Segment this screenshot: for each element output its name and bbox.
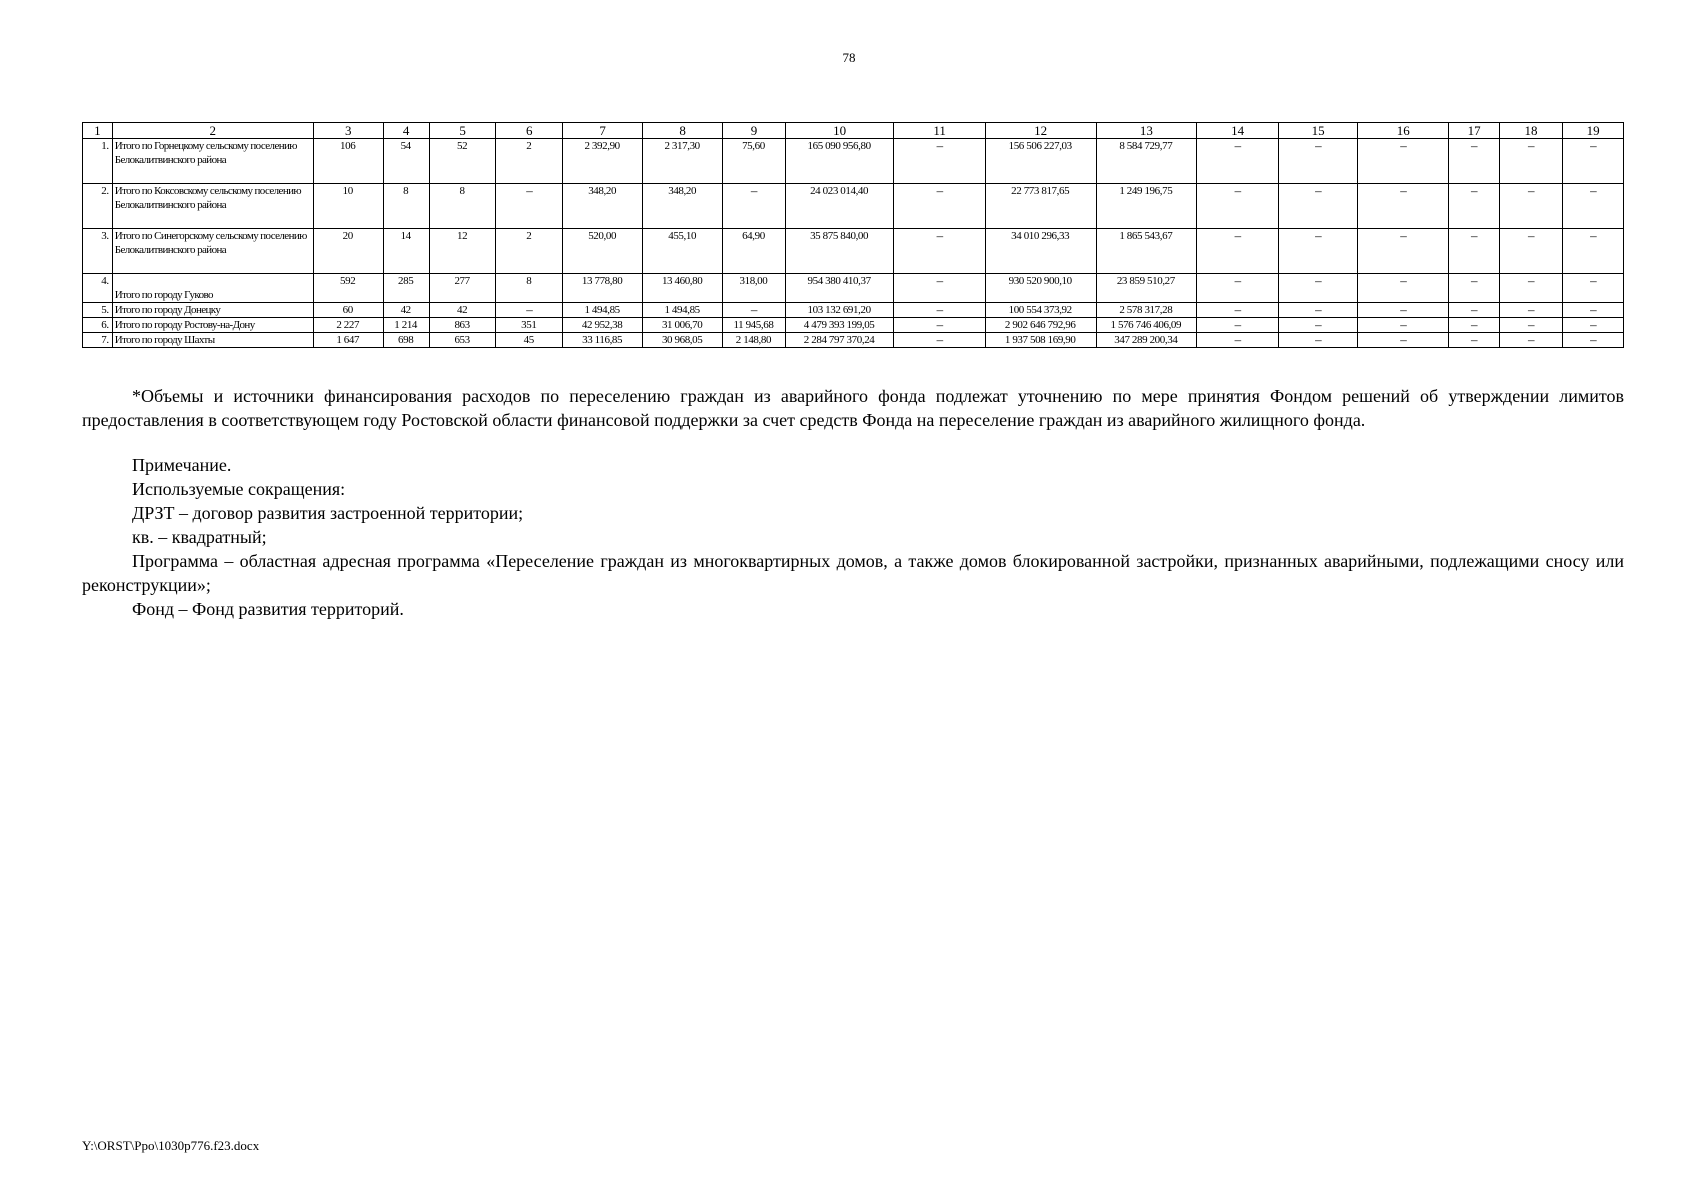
table-cell: – — [1279, 333, 1358, 348]
table-cell: – — [894, 139, 985, 184]
table-cell: 1 576 746 406,09 — [1096, 318, 1197, 333]
table-cell: 8 — [429, 184, 496, 229]
table-row — [83, 274, 1624, 303]
table-cell: – — [1279, 139, 1358, 184]
table-cell: 23 859 510,27 — [1096, 274, 1197, 303]
table-cell: 22 773 817,65 — [985, 184, 1096, 229]
table-cell: – — [894, 229, 985, 274]
table-cell: 930 520 900,10 — [985, 274, 1096, 303]
col-header: 17 — [1449, 123, 1499, 139]
table-cell: – — [1358, 184, 1449, 229]
row-number: 2. — [83, 184, 113, 229]
col-header: 5 — [429, 123, 496, 139]
footnote — [82, 384, 1624, 432]
col-header: 10 — [785, 123, 894, 139]
table-cell: – — [1358, 303, 1449, 318]
table-cell: – — [1358, 229, 1449, 274]
table-cell: – — [1358, 139, 1449, 184]
table-cell: 8 — [383, 184, 429, 229]
table-cell: – — [894, 184, 985, 229]
table-cell: 2 148,80 — [723, 333, 786, 348]
col-header: 18 — [1499, 123, 1563, 139]
col-header: 16 — [1358, 123, 1449, 139]
footer-file-path: Y:\ORST\Ppo\1030p776.f23.docx — [82, 1138, 260, 1153]
col-header: 3 — [313, 123, 383, 139]
col-header: 6 — [496, 123, 563, 139]
table-row — [83, 333, 1624, 348]
table-cell: – — [1197, 333, 1279, 348]
table-cell: – — [1197, 274, 1279, 303]
col-header: 12 — [985, 123, 1096, 139]
table-cell: – — [1499, 139, 1563, 184]
note-line: Используемые сокращения: — [132, 479, 346, 499]
table-cell: – — [1197, 184, 1279, 229]
table-cell: 35 875 840,00 — [785, 229, 894, 274]
table-cell: 24 023 014,40 — [785, 184, 894, 229]
table-cell: – — [1279, 229, 1358, 274]
col-header: 2 — [112, 123, 313, 139]
table-cell: 2 578 317,28 — [1096, 303, 1197, 318]
table-cell: 318,00 — [723, 274, 786, 303]
row-number: 5. — [83, 303, 113, 318]
table-cell: 1 494,85 — [563, 303, 643, 318]
table-cell: – — [1358, 333, 1449, 348]
table-cell: 20 — [313, 229, 383, 274]
table-cell: – — [1449, 333, 1499, 348]
table-cell: – — [1358, 318, 1449, 333]
table-cell: 106 — [313, 139, 383, 184]
note-line: Фонд – Фонд развития территорий. — [132, 599, 404, 619]
table-cell: 2 317,30 — [643, 139, 723, 184]
table-cell: – — [496, 184, 563, 229]
table-cell: 10 — [313, 184, 383, 229]
table-cell: – — [1563, 333, 1624, 348]
table-cell: 52 — [429, 139, 496, 184]
row-number: 3. — [83, 229, 113, 274]
table-cell: – — [894, 333, 985, 348]
col-header: 11 — [894, 123, 985, 139]
table-cell: – — [1563, 303, 1624, 318]
note-title: Примечание. — [132, 455, 232, 475]
note-line: ДРЗТ – договор развития застроенной территории; — [132, 503, 524, 523]
row-name: Итого по Горнецкому сельскому поселению Белокалитвинского района — [112, 139, 313, 184]
table-cell: 31 006,70 — [643, 318, 723, 333]
table-cell: 1 249 196,75 — [1096, 184, 1197, 229]
table-cell: – — [894, 318, 985, 333]
row-name: Итого по городу Донецку — [112, 303, 313, 318]
table-cell: 347 289 200,34 — [1096, 333, 1197, 348]
table-cell: 14 — [383, 229, 429, 274]
table-cell: 54 — [383, 139, 429, 184]
table-cell: – — [1279, 318, 1358, 333]
table-cell: 42 — [383, 303, 429, 318]
table-cell: 455,10 — [643, 229, 723, 274]
notes-block — [82, 453, 1624, 621]
table-cell: 653 — [429, 333, 496, 348]
table-cell: – — [1449, 318, 1499, 333]
table-cell: 348,20 — [643, 184, 723, 229]
col-header: 13 — [1096, 123, 1197, 139]
table-cell: 2 284 797 370,24 — [785, 333, 894, 348]
table-cell: – — [1197, 139, 1279, 184]
table-row — [83, 184, 1624, 229]
table-cell: 351 — [496, 318, 563, 333]
col-header: 19 — [1563, 123, 1624, 139]
table-cell: – — [1449, 303, 1499, 318]
table-cell: 42 952,38 — [563, 318, 643, 333]
table-cell: 1 865 543,67 — [1096, 229, 1197, 274]
table-cell: – — [723, 184, 786, 229]
table-cell: 60 — [313, 303, 383, 318]
table-cell: – — [894, 274, 985, 303]
table-cell: – — [1499, 274, 1563, 303]
table-cell: 13 778,80 — [563, 274, 643, 303]
financing-table — [82, 122, 1624, 348]
table-cell: – — [1563, 274, 1624, 303]
row-name: Итого по городу Гуково — [112, 274, 313, 303]
table-cell: – — [1197, 318, 1279, 333]
table-cell: 592 — [313, 274, 383, 303]
table-cell: 42 — [429, 303, 496, 318]
table-cell: – — [496, 303, 563, 318]
table-cell: 12 — [429, 229, 496, 274]
col-header: 7 — [563, 123, 643, 139]
col-header: 9 — [723, 123, 786, 139]
col-header: 4 — [383, 123, 429, 139]
table-cell: – — [1279, 184, 1358, 229]
table-cell: 75,60 — [723, 139, 786, 184]
table-cell: – — [1279, 303, 1358, 318]
table-cell: – — [723, 303, 786, 318]
table-cell: 2 — [496, 229, 563, 274]
page-number: 78 — [842, 50, 856, 65]
table-cell: 64,90 — [723, 229, 786, 274]
table-cell: 4 479 393 199,05 — [785, 318, 894, 333]
table-cell: 8 — [496, 274, 563, 303]
table-cell: 520,00 — [563, 229, 643, 274]
row-number: 4. — [83, 274, 113, 303]
table-cell: 165 090 956,80 — [785, 139, 894, 184]
row-name: Итого по городу Шахты — [112, 333, 313, 348]
table-cell: – — [1563, 139, 1624, 184]
table-cell: – — [1499, 318, 1563, 333]
table-cell: 100 554 373,92 — [985, 303, 1096, 318]
col-header: 1 — [83, 123, 113, 139]
table-cell: 2 — [496, 139, 563, 184]
table-cell: 698 — [383, 333, 429, 348]
table-cell: 34 010 296,33 — [985, 229, 1096, 274]
table-cell: – — [1499, 303, 1563, 318]
table-cell: – — [1358, 274, 1449, 303]
col-header: 14 — [1197, 123, 1279, 139]
table-cell: 954 380 410,37 — [785, 274, 894, 303]
table-row — [83, 303, 1624, 318]
table-cell: – — [1499, 184, 1563, 229]
row-number: 1. — [83, 139, 113, 184]
row-name: Итого по городу Ростову-на-Дону — [112, 318, 313, 333]
table-cell: – — [1279, 274, 1358, 303]
table-cell: 2 392,90 — [563, 139, 643, 184]
header-row — [83, 123, 1624, 139]
row-name: Итого по Синегорскому сельскому поселению Белокалитвинского района — [112, 229, 313, 274]
table-cell: 156 506 227,03 — [985, 139, 1096, 184]
table-cell: – — [1563, 184, 1624, 229]
row-number: 7. — [83, 333, 113, 348]
table-cell: 13 460,80 — [643, 274, 723, 303]
table-cell: – — [1449, 139, 1499, 184]
table-cell: 1 937 508 169,90 — [985, 333, 1096, 348]
table-cell: 2 227 — [313, 318, 383, 333]
table-cell: – — [1197, 303, 1279, 318]
table-cell: – — [894, 303, 985, 318]
table-cell: 348,20 — [563, 184, 643, 229]
col-header: 8 — [643, 123, 723, 139]
table-cell: – — [1563, 318, 1624, 333]
note-line: кв. – квадратный; — [132, 527, 267, 547]
table-cell: 1 494,85 — [643, 303, 723, 318]
table-cell: 1 214 — [383, 318, 429, 333]
table-cell: – — [1449, 184, 1499, 229]
table-cell: 863 — [429, 318, 496, 333]
table-cell: 277 — [429, 274, 496, 303]
table-cell: 30 968,05 — [643, 333, 723, 348]
table-cell: – — [1499, 333, 1563, 348]
table-cell: 1 647 — [313, 333, 383, 348]
table-cell: 285 — [383, 274, 429, 303]
table-cell: 33 116,85 — [563, 333, 643, 348]
table-cell: – — [1563, 229, 1624, 274]
table-row — [83, 139, 1624, 184]
row-name: Итого по Коксовскому сельскому поселению Белокалитвинского района — [112, 184, 313, 229]
table-cell: – — [1449, 229, 1499, 274]
row-number: 6. — [83, 318, 113, 333]
table-cell: – — [1499, 229, 1563, 274]
table-cell: 103 132 691,20 — [785, 303, 894, 318]
table-row — [83, 318, 1624, 333]
table-cell: – — [1197, 229, 1279, 274]
footnote-text: *Объемы и источники финансирования расходов по переселению граждан из аварийного фонда подлежат уточнению по мере принятия Фондом решений об утверждении лимитов предоставления в соответствующем году Ростовской области финансовой поддержки за счет средств Фонда на переселение граждан из аварийного жилищного фонда. — [82, 386, 1624, 430]
table-cell: 45 — [496, 333, 563, 348]
table-cell: 2 902 646 792,96 — [985, 318, 1096, 333]
table-cell: 8 584 729,77 — [1096, 139, 1197, 184]
table-row — [83, 229, 1624, 274]
col-header: 15 — [1279, 123, 1358, 139]
table-cell: 11 945,68 — [723, 318, 786, 333]
table-cell: – — [1449, 274, 1499, 303]
note-line: Программа – областная адресная программа «Переселение граждан из многоквартирных домов, а также домов блокированной застройки, признанных аварийными, подлежащими сносу или реконструкции»; — [82, 551, 1624, 595]
